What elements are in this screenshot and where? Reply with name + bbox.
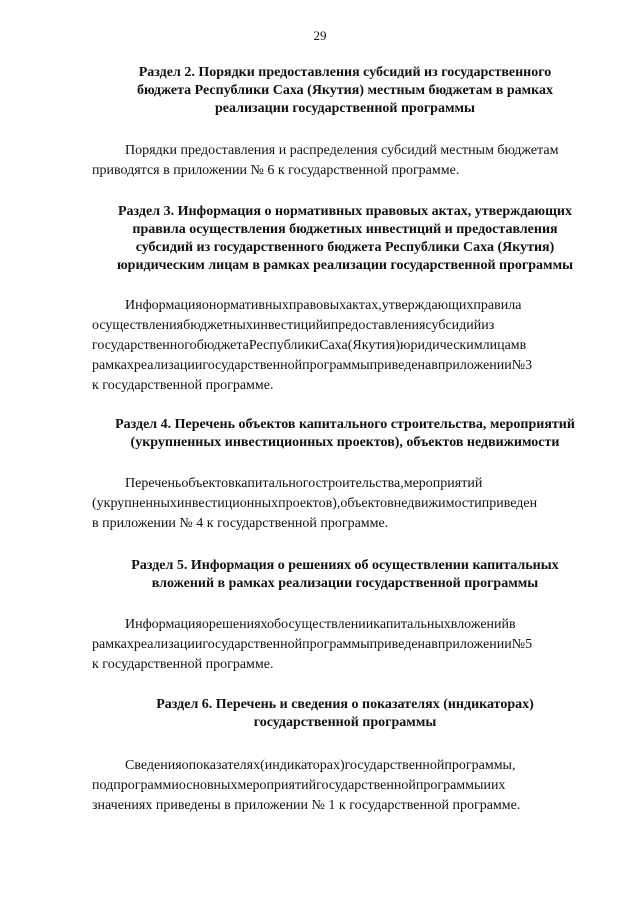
section-3-paragraph bbox=[92, 296, 598, 396]
page-number: 29 bbox=[313, 28, 327, 43]
paragraph-line: к государственной программе. bbox=[92, 378, 274, 393]
heading-line: бюджета Республики Саха (Якутия) местным бюджетам в рамках bbox=[136, 83, 554, 98]
section-2-paragraph bbox=[92, 141, 598, 181]
heading-line: правила осуществления бюджетных инвестиций и предоставления bbox=[132, 222, 558, 237]
paragraph-line: к государственной программе. bbox=[92, 657, 274, 672]
section-6-heading bbox=[92, 696, 598, 732]
heading-line: (укрупненных инвестиционных проектов), объектов недвижимости bbox=[130, 435, 560, 450]
paragraph-line: приводятся в приложении № 6 к государственной программе. bbox=[92, 163, 460, 178]
heading-line: субсидий из государственного бюджета Республики Саха (Якутия) bbox=[135, 240, 555, 255]
heading-line: реализации государственной программы bbox=[215, 101, 475, 116]
paragraph-line: (укрупненныхинвестиционныхпроектов),объектовнедвижимостиприведен bbox=[92, 496, 538, 511]
heading-line: Раздел 3. Информация о нормативных правовых актах, утверждающих bbox=[118, 204, 572, 219]
paragraph-line: осуществлениябюджетныхинвестицийипредоставлениясубсидийиз bbox=[92, 318, 495, 333]
heading-line: Раздел 5. Информация о решениях об осуществлении капитальных bbox=[131, 558, 559, 573]
paragraph-line: Информацияонормативныхправовыхактах,утверждающихправила bbox=[125, 298, 522, 313]
paragraph-line: государственногобюджетаРеспубликиСаха(Якутия)юридическимлицамв bbox=[92, 338, 527, 353]
heading-line: вложений в рамках реализации государственной программы bbox=[151, 576, 539, 591]
section-2-heading bbox=[92, 64, 598, 118]
paragraph-line: Информацияорешенияхобосуществлениикапитальныхвложенийв bbox=[125, 617, 516, 632]
section-6-paragraph bbox=[92, 756, 598, 816]
section-3-heading bbox=[92, 203, 598, 275]
section-5-paragraph bbox=[92, 615, 598, 675]
paragraph-line: в приложении № 4 к государственной программе. bbox=[92, 516, 389, 531]
heading-line: Раздел 2. Порядки предоставления субсидий из государственного bbox=[138, 65, 552, 80]
paragraph-line: значениях приведены в приложении № 1 к государственной программе. bbox=[92, 798, 521, 813]
heading-line: юридическим лицам в рамках реализации государственной программы bbox=[116, 258, 574, 273]
heading-line: Раздел 6. Перечень и сведения о показателях (индикаторах) bbox=[156, 697, 534, 712]
heading-line: Раздел 4. Перечень объектов капитального строительства, мероприятий bbox=[115, 417, 575, 432]
heading-line: государственной программы bbox=[253, 715, 437, 730]
section-5-heading bbox=[92, 557, 598, 593]
paragraph-line: рамкахреализациигосударственнойпрограммыприведенавприложении№5 bbox=[92, 637, 533, 652]
document-body bbox=[92, 57, 598, 816]
paragraph-line: Переченьобъектовкапитальногостроительства,мероприятий bbox=[125, 476, 483, 491]
paragraph-line: рамкахреализациигосударственнойпрограммыприведенавприложении№3 bbox=[92, 358, 533, 373]
paragraph-line: подпрограммиосновныхмероприятийгосударственнойпрограммыиих bbox=[92, 778, 506, 793]
section-4-paragraph bbox=[92, 474, 598, 534]
paragraph-line: Сведенияопоказателях(индикаторах)государственнойпрограммы, bbox=[125, 758, 516, 773]
paragraph-line: Порядки предоставления и распределения субсидий местным бюджетам bbox=[125, 143, 559, 158]
section-4-heading bbox=[92, 416, 598, 452]
